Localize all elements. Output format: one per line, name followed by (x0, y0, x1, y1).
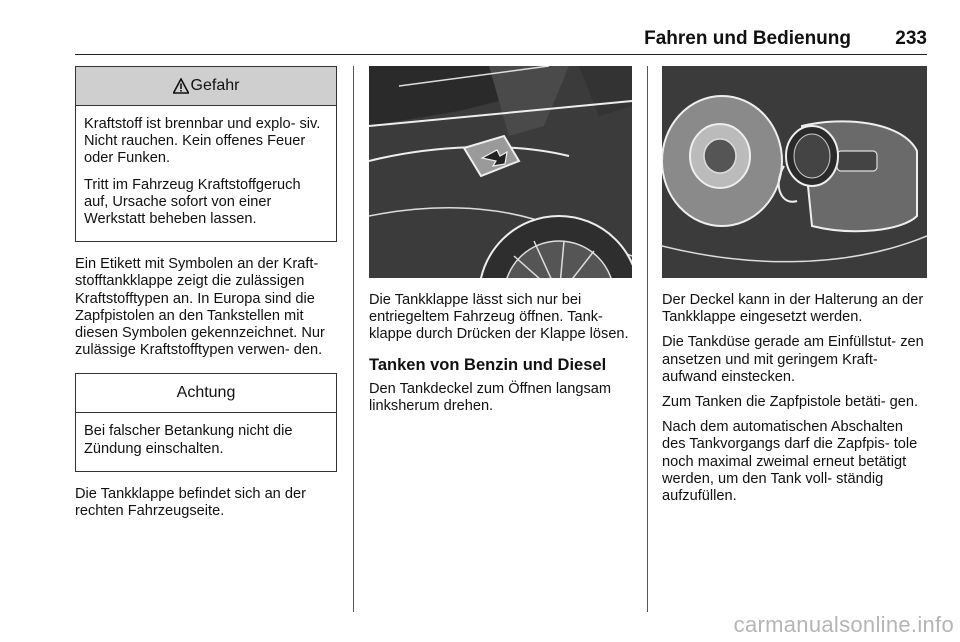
danger-box-title: Gefahr (190, 77, 240, 94)
danger-box-header (76, 67, 336, 106)
column-divider (353, 66, 354, 612)
danger-text: Kraftstoff ist brennbar und explo- siv. Nicht rauchen. Kein offenes Feuer oder Funken. (84, 116, 321, 167)
watermark: carmanualsonline.info (733, 612, 954, 637)
caution-box-header (76, 374, 336, 413)
caution-text: Bei falscher Betankung nicht die Zündung einschalten. (84, 423, 293, 457)
column3-paragraph: Nach dem automatischen Abschalten des Tankvorgangs darf die Zapfpis- tole noch maximal zweimal erneut betätigt werden, um den Tank voll- ständig aufzufüllen. (662, 419, 918, 505)
fuel-label-paragraph: Ein Etikett mit Symbolen an der Kraft- stofftankklappe zeigt die zulässigen Kraftstofftypen an. In Europa sind die Zapfpistolen an den Tankstellen mit diesen Symbolen gekennzeichnet. Nur zulässige Kraftstofftypen verwen- den. (75, 256, 325, 359)
page-header (75, 26, 927, 55)
warning-triangle-icon (173, 78, 189, 94)
danger-text: Tritt im Fahrzeug Kraftstoffgeruch auf, Ursache sofort von einer Werkstatt beheben lassen. (84, 176, 301, 228)
danger-box-body (76, 106, 336, 241)
page-number: 233 (895, 28, 927, 49)
fuel-cap-illustration (662, 66, 927, 278)
flap-location-paragraph: Die Tankklappe befindet sich an der rechten Fahrzeugseite. (75, 485, 306, 520)
column3-paragraph: Die Tankdüse gerade am Einfüllstut- zen ansetzen und mit geringem Kraft- aufwand einstecken. (662, 334, 924, 385)
column-divider (647, 66, 648, 612)
column-3 (662, 66, 927, 513)
column3-paragraph: Der Deckel kann in der Halterung an der Tankklappe eingesetzt werden. (662, 292, 924, 326)
caution-box-title: Achtung (176, 384, 236, 402)
flap-open-paragraph: Die Tankklappe lässt sich nur bei entriegeltem Fahrzeug öffnen. Tank- klappe durch Drücken der Klappe lösen. (369, 292, 629, 343)
danger-box (75, 66, 337, 242)
column-1 (75, 66, 337, 528)
column-2 (369, 66, 632, 423)
column3-paragraph: Zum Tanken die Zapfpistole betäti- gen. (662, 394, 919, 411)
cap-open-paragraph: Den Tankdeckel zum Öffnen langsam linksherum drehen. (369, 380, 612, 414)
section-heading: Tanken von Benzin und Diesel (369, 355, 607, 374)
fuel-flap-illustration (369, 66, 632, 278)
caution-box (75, 373, 337, 471)
chapter-title: Fahren und Bedienung (644, 28, 851, 49)
caution-box-body (76, 413, 336, 470)
